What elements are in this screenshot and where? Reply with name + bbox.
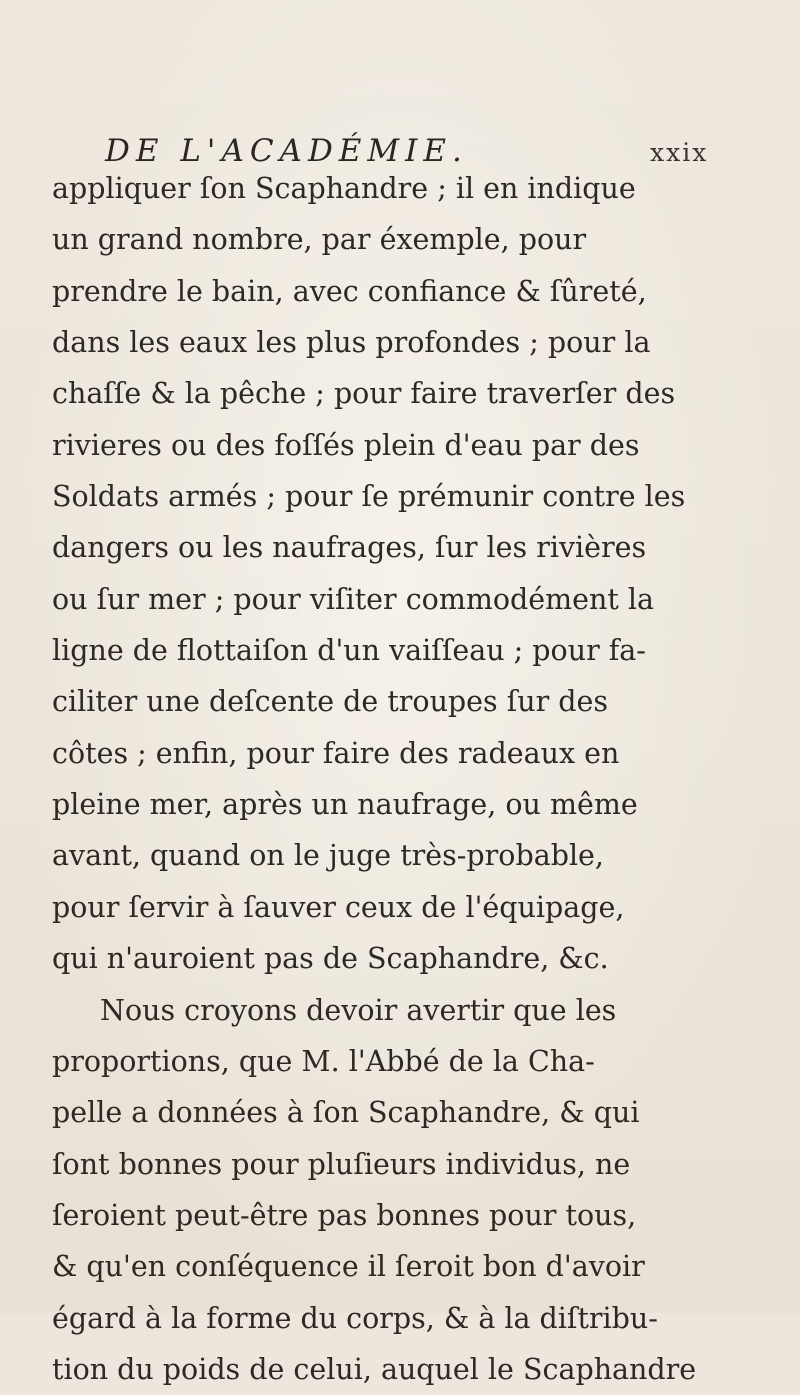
paragraph-start-line: Nous croyons devoir avertir que les [100, 993, 617, 1027]
text-line: avant, quand on le juge très-probable, [52, 839, 604, 873]
text-line: ſont bonnes pour pluſieurs individus, ne [52, 1147, 631, 1181]
text-line: proportions, que M. l'Abbé de la Cha- [52, 1044, 595, 1078]
text-line: Soldats armés ; pour ſe prémunir contre les [52, 480, 686, 514]
text-line: ou ſur mer ; pour viſiter commodément la [52, 582, 655, 616]
page-number: xxix [650, 138, 709, 167]
text-line: dans les eaux les plus profondes ; pour la [52, 326, 651, 360]
text-line: ſeroient peut-être pas bonnes pour tous, [52, 1198, 637, 1232]
text-line: côtes ; enfin, pour faire des radeaux en [52, 736, 620, 770]
text-line: pleine mer, après un naufrage, ou même [52, 788, 638, 822]
text-line: pour ſervir à ſauver ceux de l'équipage, [52, 890, 625, 924]
running-title: DE L'ACADÉMIE. [105, 133, 468, 169]
text-line: ciliter une deſcente de troupes ſur des [52, 685, 609, 719]
text-line: tion du poids de celui, auquel le Scaphandre [52, 1352, 697, 1386]
text-line: prendre le bain, avec confiance & ſûreté, [52, 274, 647, 308]
text-line: appliquer ſon Scaphandre ; il en indique [52, 172, 636, 205]
text-line: qui n'auroient pas de Scaphandre, &c. [52, 942, 609, 976]
text-line: un grand nombre, par éxemple, pour [52, 223, 587, 257]
text-line: rivieres ou des foſſés plein d'eau par des [52, 428, 640, 462]
text-line: ligne de flottaiſon d'un vaiſſeau ; pour fa- [52, 634, 646, 668]
text-line: dangers ou les naufrages, ſur les rivières [52, 531, 647, 565]
text-line: chaſſe & la pêche ; pour faire traverſer des [52, 377, 676, 411]
text-line: égard à la forme du corps, & à la diſtribu- [52, 1301, 658, 1335]
body-text [52, 163, 772, 1395]
text-line: & qu'en conſéquence il ſeroit bon d'avoir [52, 1250, 645, 1284]
text-line: pelle a données à ſon Scaphandre, & qui [52, 1096, 640, 1130]
